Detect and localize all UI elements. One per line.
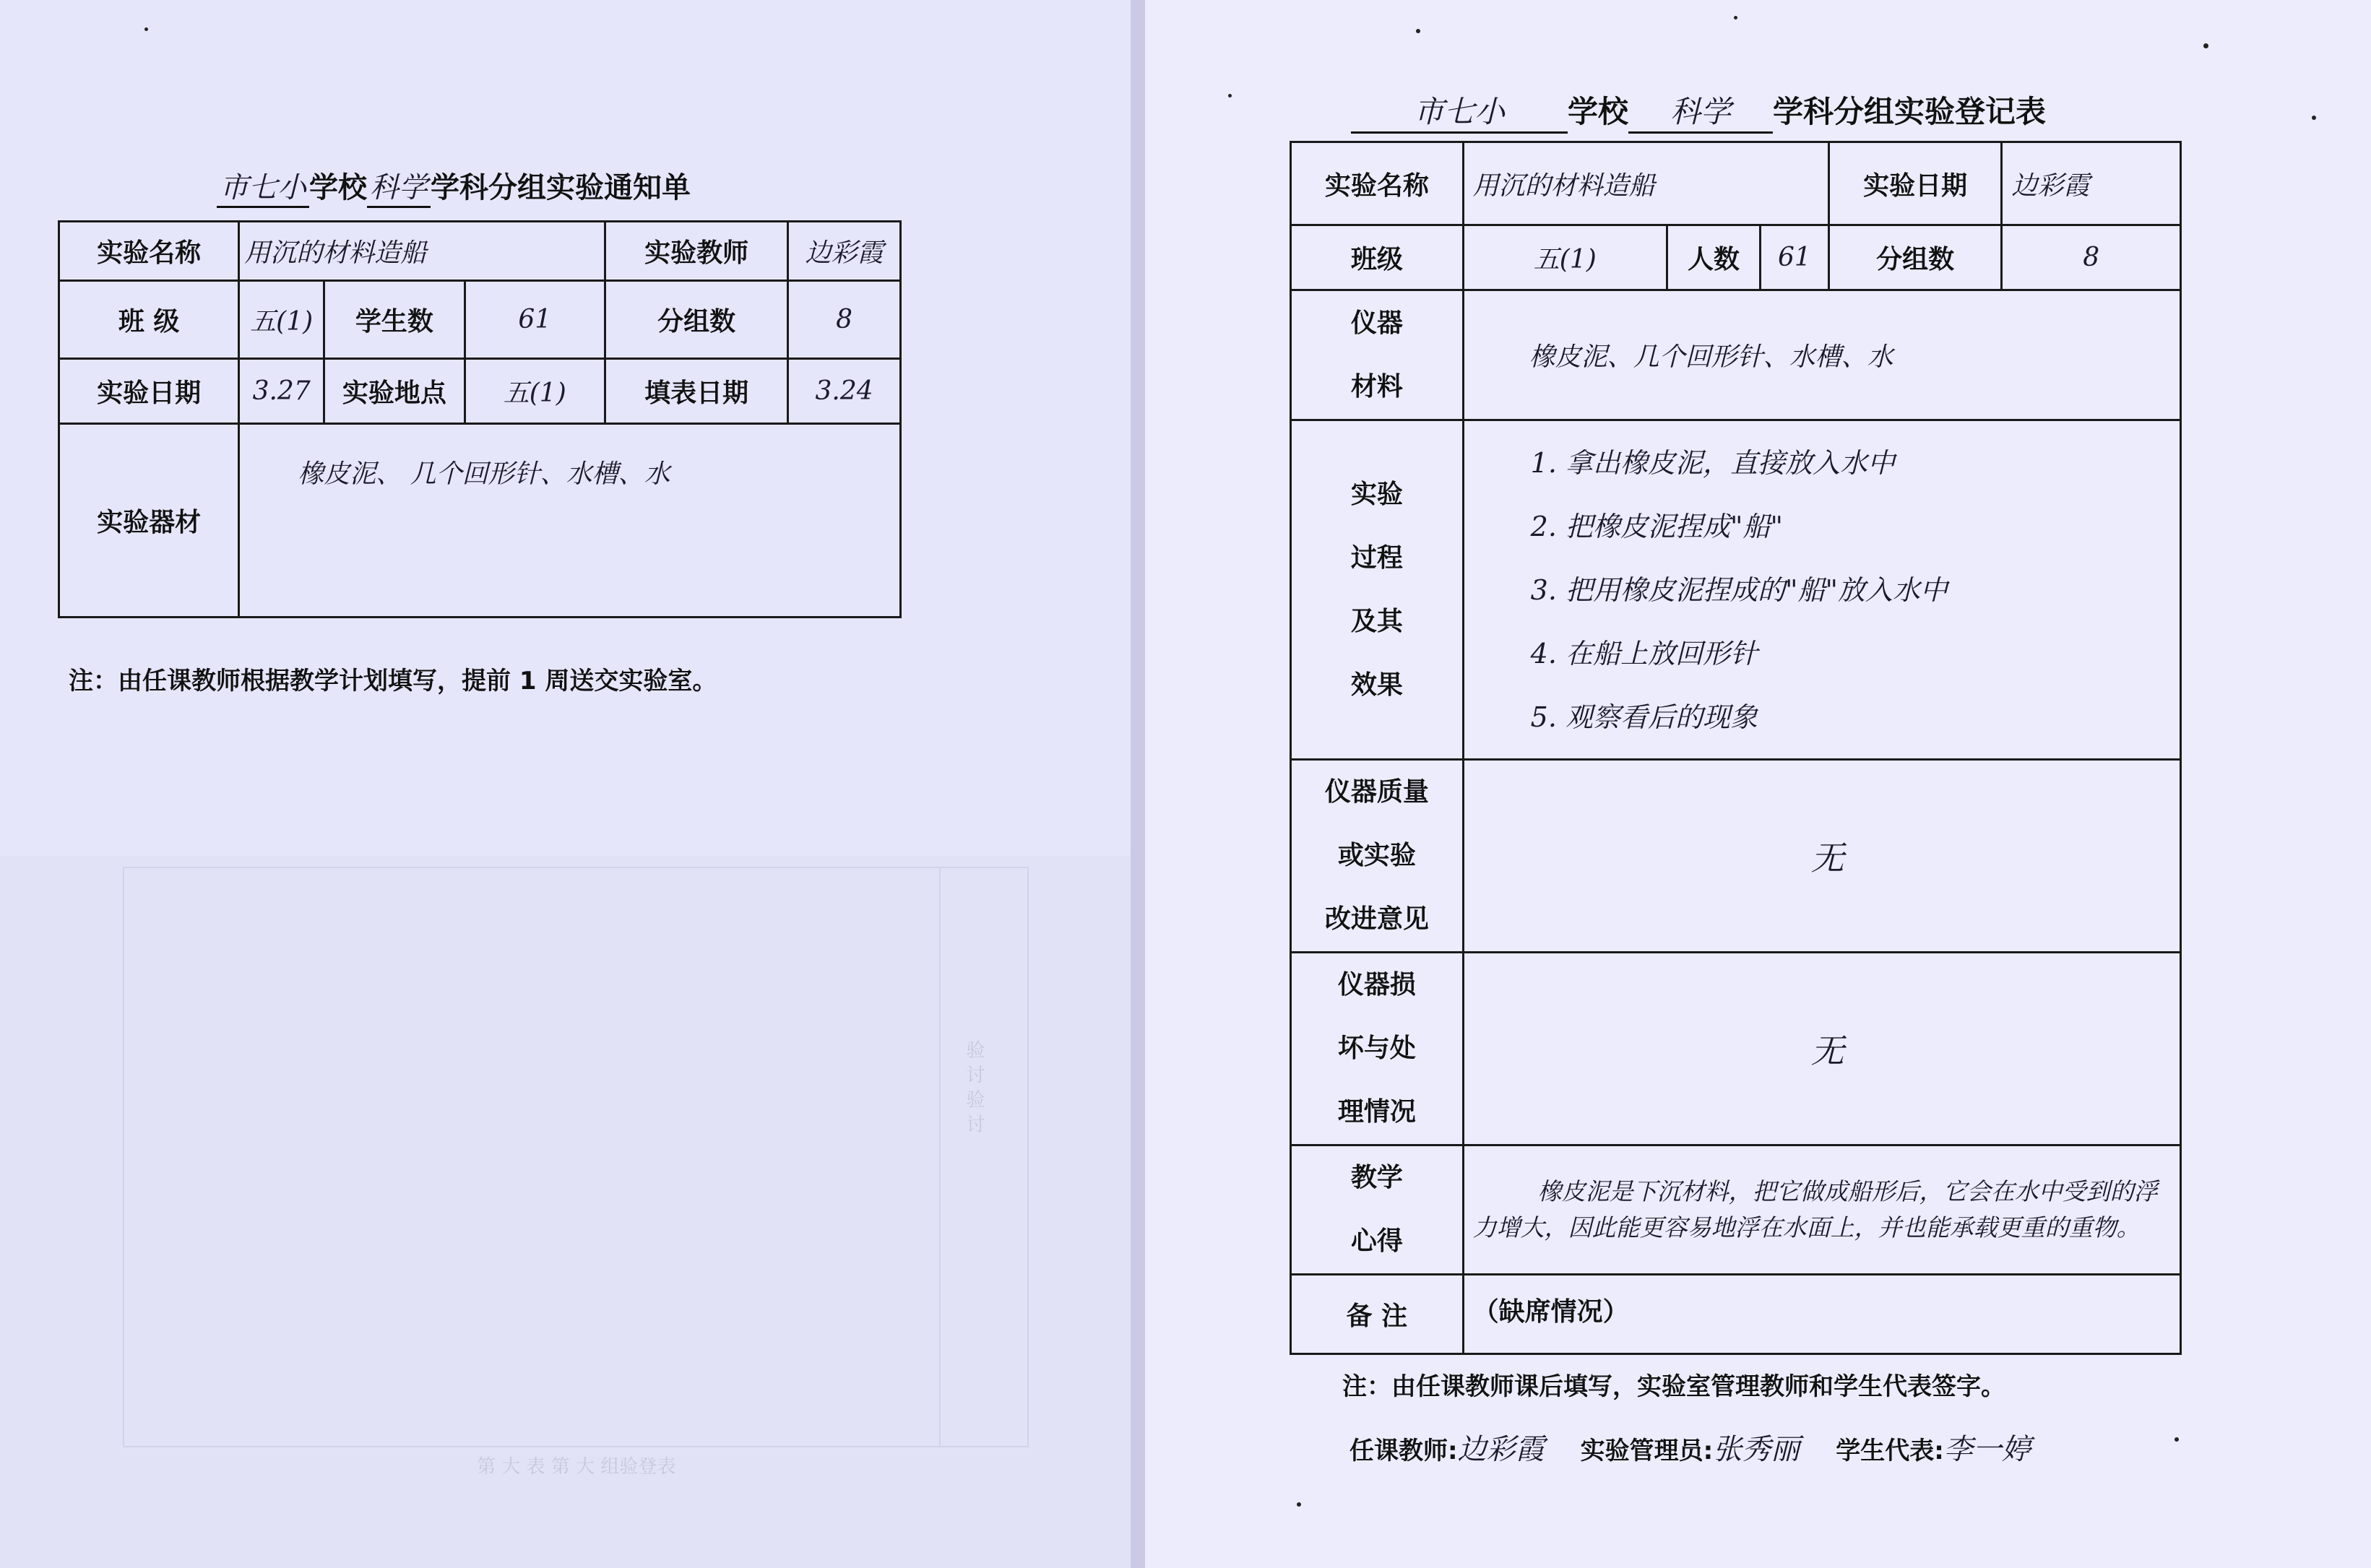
left-title-suffix: 学科分组实验通知单 — [431, 171, 691, 204]
left-subject-name: 科学 — [367, 165, 431, 208]
right-register-table — [1290, 141, 2182, 1355]
right-value-date: 边彩霞 — [2002, 142, 2181, 225]
left-label-teacher: 实验教师 — [605, 222, 788, 281]
left-label-name: 实验名称 — [59, 222, 239, 281]
left-label-fill-date: 填表日期 — [605, 359, 788, 424]
right-value-equipment: 橡皮泥、几个回形针、水槽、水 — [1463, 290, 2180, 420]
left-value-teacher: 边彩霞 — [788, 222, 901, 281]
faded-bottom-text: 第 大 表 第 大 组验登表 — [477, 1456, 676, 1478]
right-value-class: 五(1) — [1463, 225, 1667, 290]
scan-speck — [2203, 43, 2208, 48]
right-label-date: 实验日期 — [1828, 142, 2002, 225]
teacher-signature: 边彩霞 — [1457, 1433, 1545, 1466]
left-form-title — [217, 165, 691, 208]
right-label-people: 人数 — [1667, 225, 1760, 290]
left-value-students: 61 — [465, 281, 605, 359]
right-label-process — [1291, 420, 1464, 760]
right-value-reflection: 橡皮泥是下沉材料，把它做成船形后，它会在水中受到的浮力增大，因此能更容易地浮在水面上，并也能承载更重的重物。 — [1463, 1145, 2180, 1275]
right-label-reflection-line2: 心得 — [1350, 1226, 1403, 1256]
right-value-groups: 8 — [2002, 225, 2181, 290]
faded-side-text: 验 讨 验 讨 — [963, 1040, 985, 1133]
right-value-people: 61 — [1761, 225, 1829, 290]
left-school-suffix: 学校 — [309, 171, 367, 204]
left-label-groups: 分组数 — [605, 281, 788, 359]
left-value-place: 五(1) — [465, 359, 605, 424]
right-label-remarks: 备 注 — [1291, 1275, 1464, 1354]
admin-signature: 张秀丽 — [1713, 1433, 1800, 1466]
right-label-process-line4: 效果 — [1350, 670, 1403, 700]
right-school-suffix: 学校 — [1568, 94, 1629, 129]
right-label-equipment-line1: 仪器 — [1350, 308, 1403, 338]
right-label-reflection — [1291, 1145, 1464, 1275]
right-label-quality-line3: 改进意见 — [1324, 904, 1429, 934]
left-school-name: 市七小 — [217, 165, 309, 208]
right-school-name: 市七小 — [1351, 88, 1568, 134]
scan-speck — [1228, 94, 1232, 98]
right-label-quality — [1291, 760, 1464, 953]
faded-frame-line — [939, 868, 941, 1446]
left-label-equipment: 实验器材 — [59, 424, 239, 618]
right-label-damage-line1: 仪器损 — [1337, 970, 1416, 1000]
scan-speck — [1297, 1502, 1301, 1507]
right-label-reflection-line1: 教学 — [1350, 1163, 1403, 1192]
left-label-students: 学生数 — [324, 281, 465, 359]
student-signature-label: 学生代表: — [1836, 1437, 1944, 1465]
right-value-remarks: （缺席情况） — [1463, 1275, 2180, 1354]
right-subject-name: 科学 — [1628, 88, 1773, 134]
process-step: 5. 观察看后的现象 — [1530, 701, 1758, 733]
right-form-title — [1351, 88, 2046, 134]
scan-speck — [144, 27, 148, 31]
left-form-note: 注：由任课教师根据教学计划填写，提前 1 周送交实验室。 — [69, 667, 717, 696]
right-label-class: 班级 — [1291, 225, 1464, 290]
process-steps-list — [1473, 431, 2171, 749]
right-value-process — [1463, 420, 2180, 760]
left-value-equipment: 橡皮泥、 几个回形针、水槽、水 — [239, 424, 901, 618]
left-value-class: 五(1) — [239, 281, 324, 359]
scan-speck — [1416, 29, 1420, 33]
right-label-damage — [1291, 953, 1464, 1145]
right-label-quality-line1: 仪器质量 — [1324, 777, 1429, 807]
left-label-date: 实验日期 — [59, 359, 239, 424]
left-label-class: 班 级 — [59, 281, 239, 359]
paper-fold-gap — [1131, 0, 1146, 1568]
right-label-groups: 分组数 — [1828, 225, 2002, 290]
right-form-note: 注：由任课教师课后填写，实验室管理教师和学生代表签字。 — [1342, 1372, 2005, 1401]
right-title-suffix: 学科分组实验登记表 — [1773, 94, 2047, 129]
left-value-groups: 8 — [788, 281, 901, 359]
scan-speck — [2312, 116, 2316, 120]
right-label-process-line2: 过程 — [1350, 542, 1403, 573]
left-value-name: 用沉的材料造船 — [239, 222, 605, 281]
right-label-equipment — [1291, 290, 1464, 420]
right-label-equipment-line2: 材料 — [1350, 371, 1403, 402]
admin-signature-label: 实验管理员: — [1580, 1437, 1714, 1465]
scan-speck — [2175, 1437, 2179, 1442]
right-value-damage: 无 — [1463, 953, 2180, 1145]
right-label-quality-line2: 或实验 — [1337, 841, 1416, 870]
right-value-quality: 无 — [1463, 760, 2180, 953]
left-value-date: 3.27 — [239, 359, 324, 424]
right-label-damage-line2: 坏与处 — [1337, 1034, 1416, 1063]
left-label-place: 实验地点 — [324, 359, 465, 424]
teacher-signature-label: 任课教师: — [1349, 1437, 1458, 1465]
right-label-name: 实验名称 — [1291, 142, 1464, 225]
left-value-fill-date: 3.24 — [788, 359, 901, 424]
process-step: 4. 在船上放回形针 — [1530, 637, 1758, 670]
process-step: 3. 把用橡皮泥捏成的"船"放入水中 — [1530, 573, 1948, 606]
right-value-name: 用沉的材料造船 — [1463, 142, 1828, 225]
faded-background-frame — [123, 867, 1029, 1447]
right-label-process-line1: 实验 — [1350, 479, 1403, 509]
right-label-process-line3: 及其 — [1350, 606, 1403, 636]
right-label-damage-line3: 理情况 — [1337, 1097, 1416, 1127]
student-signature: 李一婷 — [1943, 1433, 2031, 1466]
scan-speck — [1734, 16, 1737, 20]
signature-row — [1349, 1426, 2067, 1468]
process-step: 1. 拿出橡皮泥，直接放入水中 — [1530, 446, 1895, 479]
process-step: 2. 把橡皮泥捏成"船" — [1530, 510, 1783, 542]
left-notice-table — [58, 220, 902, 618]
